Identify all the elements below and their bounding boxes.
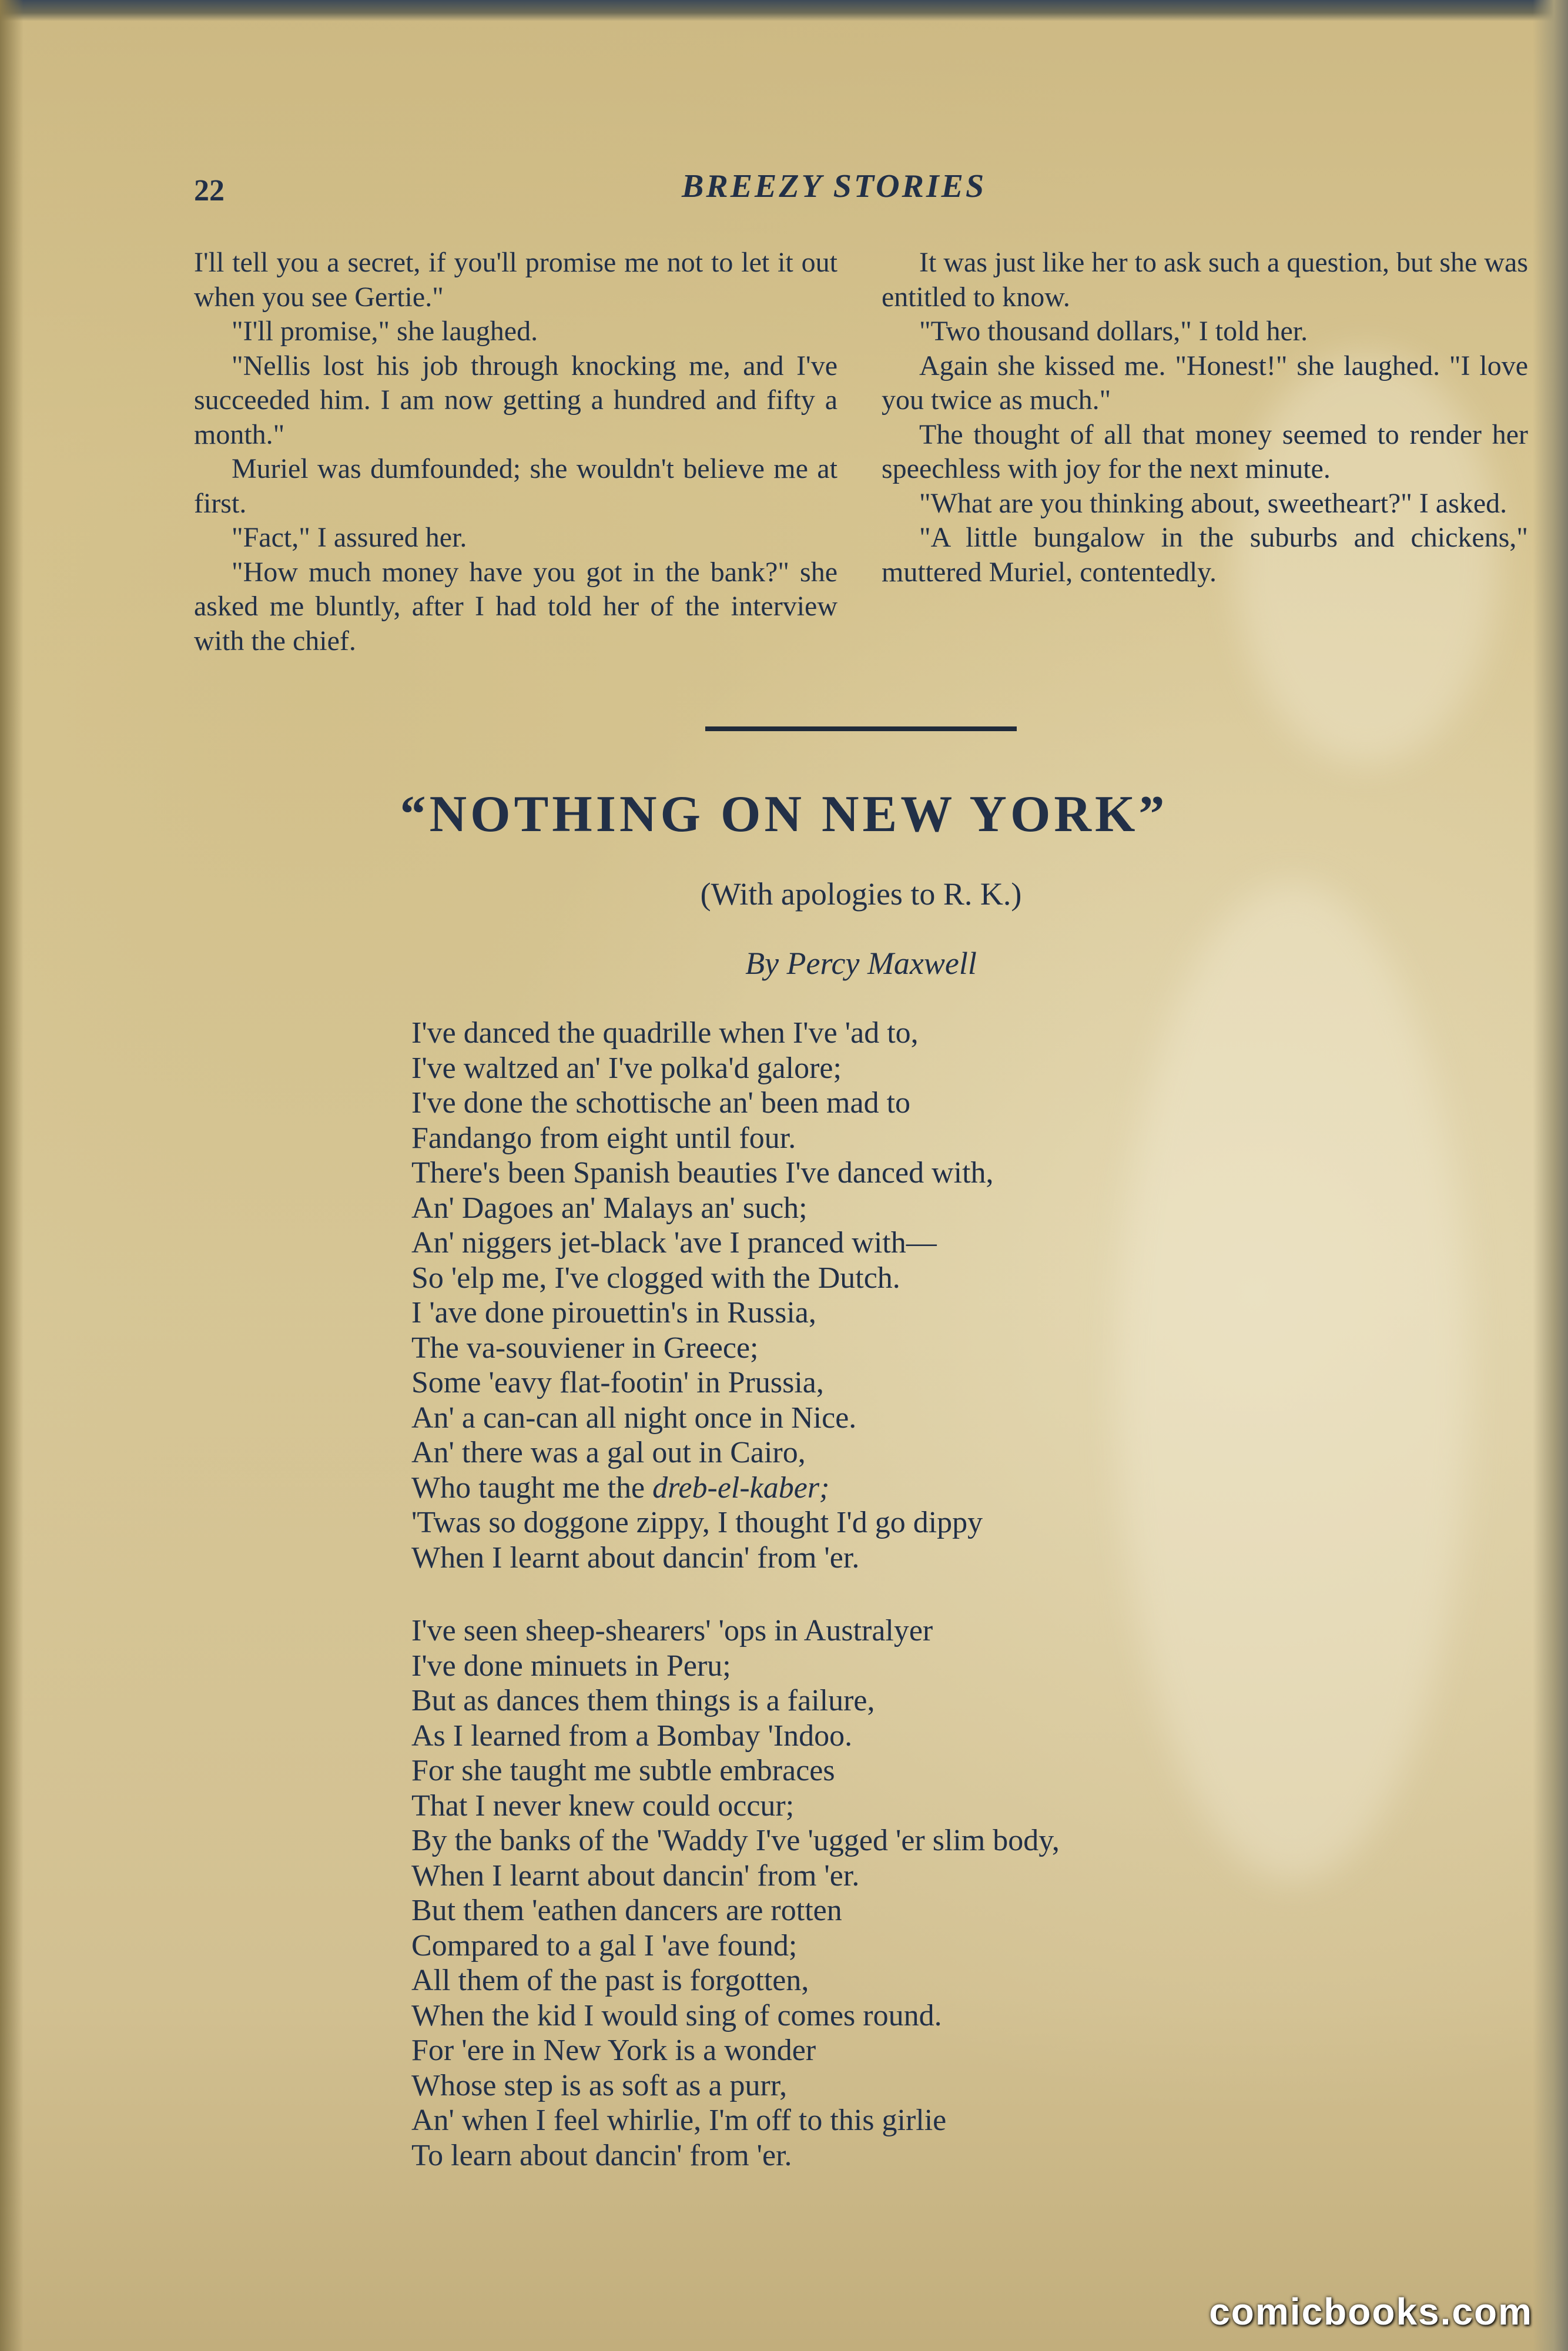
paragraph: "Fact," I assured her.: [232, 522, 467, 553]
paragraph: The thought of all that money seemed to render her speechless with joy for the next minute.: [882, 418, 1528, 484]
verse-line: By the banks of the 'Waddy I've 'ugged 'er slim body,: [411, 1824, 1060, 1857]
verse-line: An' Dagoes an' Malays an' such;: [411, 1191, 808, 1225]
verse-line: I've done the schottische an' been mad to: [411, 1086, 911, 1120]
paragraph: I'll tell you a secret, if you'll promise me not to let it out when you see Gertie.": [194, 247, 837, 313]
verse-line: I 'ave done pirouettin's in Russia,: [411, 1296, 816, 1329]
page-header: [194, 168, 1534, 215]
section-divider: [705, 726, 1017, 731]
verse-line: An' a can-can all night once in Nice.: [411, 1401, 857, 1435]
paragraph: "A little bungalow in the suburbs and chickens," muttered Muriel, contentedly.: [882, 522, 1528, 588]
verse-line: But them 'eathen dancers are rotten: [411, 1894, 842, 1927]
verse-line: The va-souviener in Greece;: [411, 1331, 759, 1365]
verse-line: I've seen sheep-shearers' 'ops in Australyer: [411, 1614, 933, 1647]
verse-line: Whose step is as soft as a purr,: [411, 2068, 788, 2102]
poem-stanza-1: [411, 1016, 1410, 1575]
story-left-column: [194, 246, 837, 658]
verse-line: When the kid I would sing of comes round.: [411, 1998, 942, 2032]
verse-line: Fandango from eight until four.: [411, 1121, 796, 1155]
verse-line: I've waltzed an' I've polka'd galore;: [411, 1051, 842, 1085]
verse-line: An' niggers jet-black 'ave I pranced with—: [411, 1226, 937, 1260]
verse-line: When I learnt about dancin' from 'er.: [411, 1858, 860, 1893]
paragraph: "Two thousand dollars," I told her.: [919, 316, 1308, 347]
paragraph: "How much money have you got in the bank?" she asked me bluntly, after I had told her of the interview with the chief.: [194, 556, 837, 657]
page-right-edge: [1533, 0, 1568, 2351]
verse-line: But as dances them things is a failure,: [411, 1684, 875, 1717]
paragraph: "Nellis lost his job through knocking me, and I've succeeded him. I am now getting a hundred and fifty a month.": [194, 350, 837, 450]
verse-line: For she taught me subtle embraces: [411, 1754, 835, 1787]
source-watermark: comicbooks.com: [1209, 2290, 1533, 2333]
verse-line: There's been Spanish beauties I've danced with,: [411, 1156, 994, 1190]
verse-line: When I learnt about dancin' from 'er.: [411, 1540, 860, 1575]
verse-line: Who taught me the dreb-el-kaber;: [411, 1471, 830, 1505]
paragraph: "What are you thinking about, sweetheart?" I asked.: [919, 487, 1507, 519]
verse-line: As I learned from a Bombay 'Indoo.: [411, 1719, 853, 1753]
story-right-column: [882, 246, 1528, 590]
poem-subtitle: (With apologies to R. K.): [700, 876, 1022, 912]
paragraph: Again she kissed me. "Honest!" she laughed. "I love you twice as much.": [882, 350, 1528, 416]
poem-byline: By Percy Maxwell: [745, 946, 977, 981]
italic-dance-name: dreb-el-kaber;: [652, 1471, 830, 1505]
verse-line: I've done minuets in Peru;: [411, 1649, 731, 1683]
poem-title: “NOTHING ON NEW YORK”: [400, 786, 1168, 843]
verse-line: To learn about dancin' from 'er.: [411, 2138, 792, 2172]
verse-line: An' when I feel whirlie, I'm off to this girlie: [411, 2104, 947, 2137]
verse-line: For 'ere in New York is a wonder: [411, 2034, 816, 2067]
page-left-edge: [0, 0, 24, 2351]
verse-line: All them of the past is forgotten,: [411, 1964, 809, 1997]
verse-line: 'Twas so doggone zippy, I thought I'd go dippy: [411, 1506, 983, 1539]
verse-line: I've danced the quadrille when I've 'ad to,: [411, 1016, 919, 1050]
verse-line: So 'elp me, I've clogged with the Dutch.: [411, 1261, 900, 1295]
running-head: BREEZY STORIES: [682, 168, 987, 205]
verse-line: An' there was a gal out in Cairo,: [411, 1436, 806, 1469]
verse-line: Some 'eavy flat-footin' in Prussia,: [411, 1366, 824, 1399]
paragraph: Muriel was dumfounded; she wouldn't believe me at first.: [194, 453, 837, 519]
page-top-edge: [0, 0, 1568, 21]
paragraph: "I'll promise," she laughed.: [232, 316, 538, 347]
verse-line: Compared to a gal I 'ave found;: [411, 1928, 798, 1962]
verse-line: That I never knew could occur;: [411, 1789, 795, 1823]
poem-stanza-2: [411, 1613, 1410, 2173]
page-number: 22: [194, 174, 225, 207]
paragraph: It was just like her to ask such a question, but she was entitled to know.: [882, 247, 1528, 313]
